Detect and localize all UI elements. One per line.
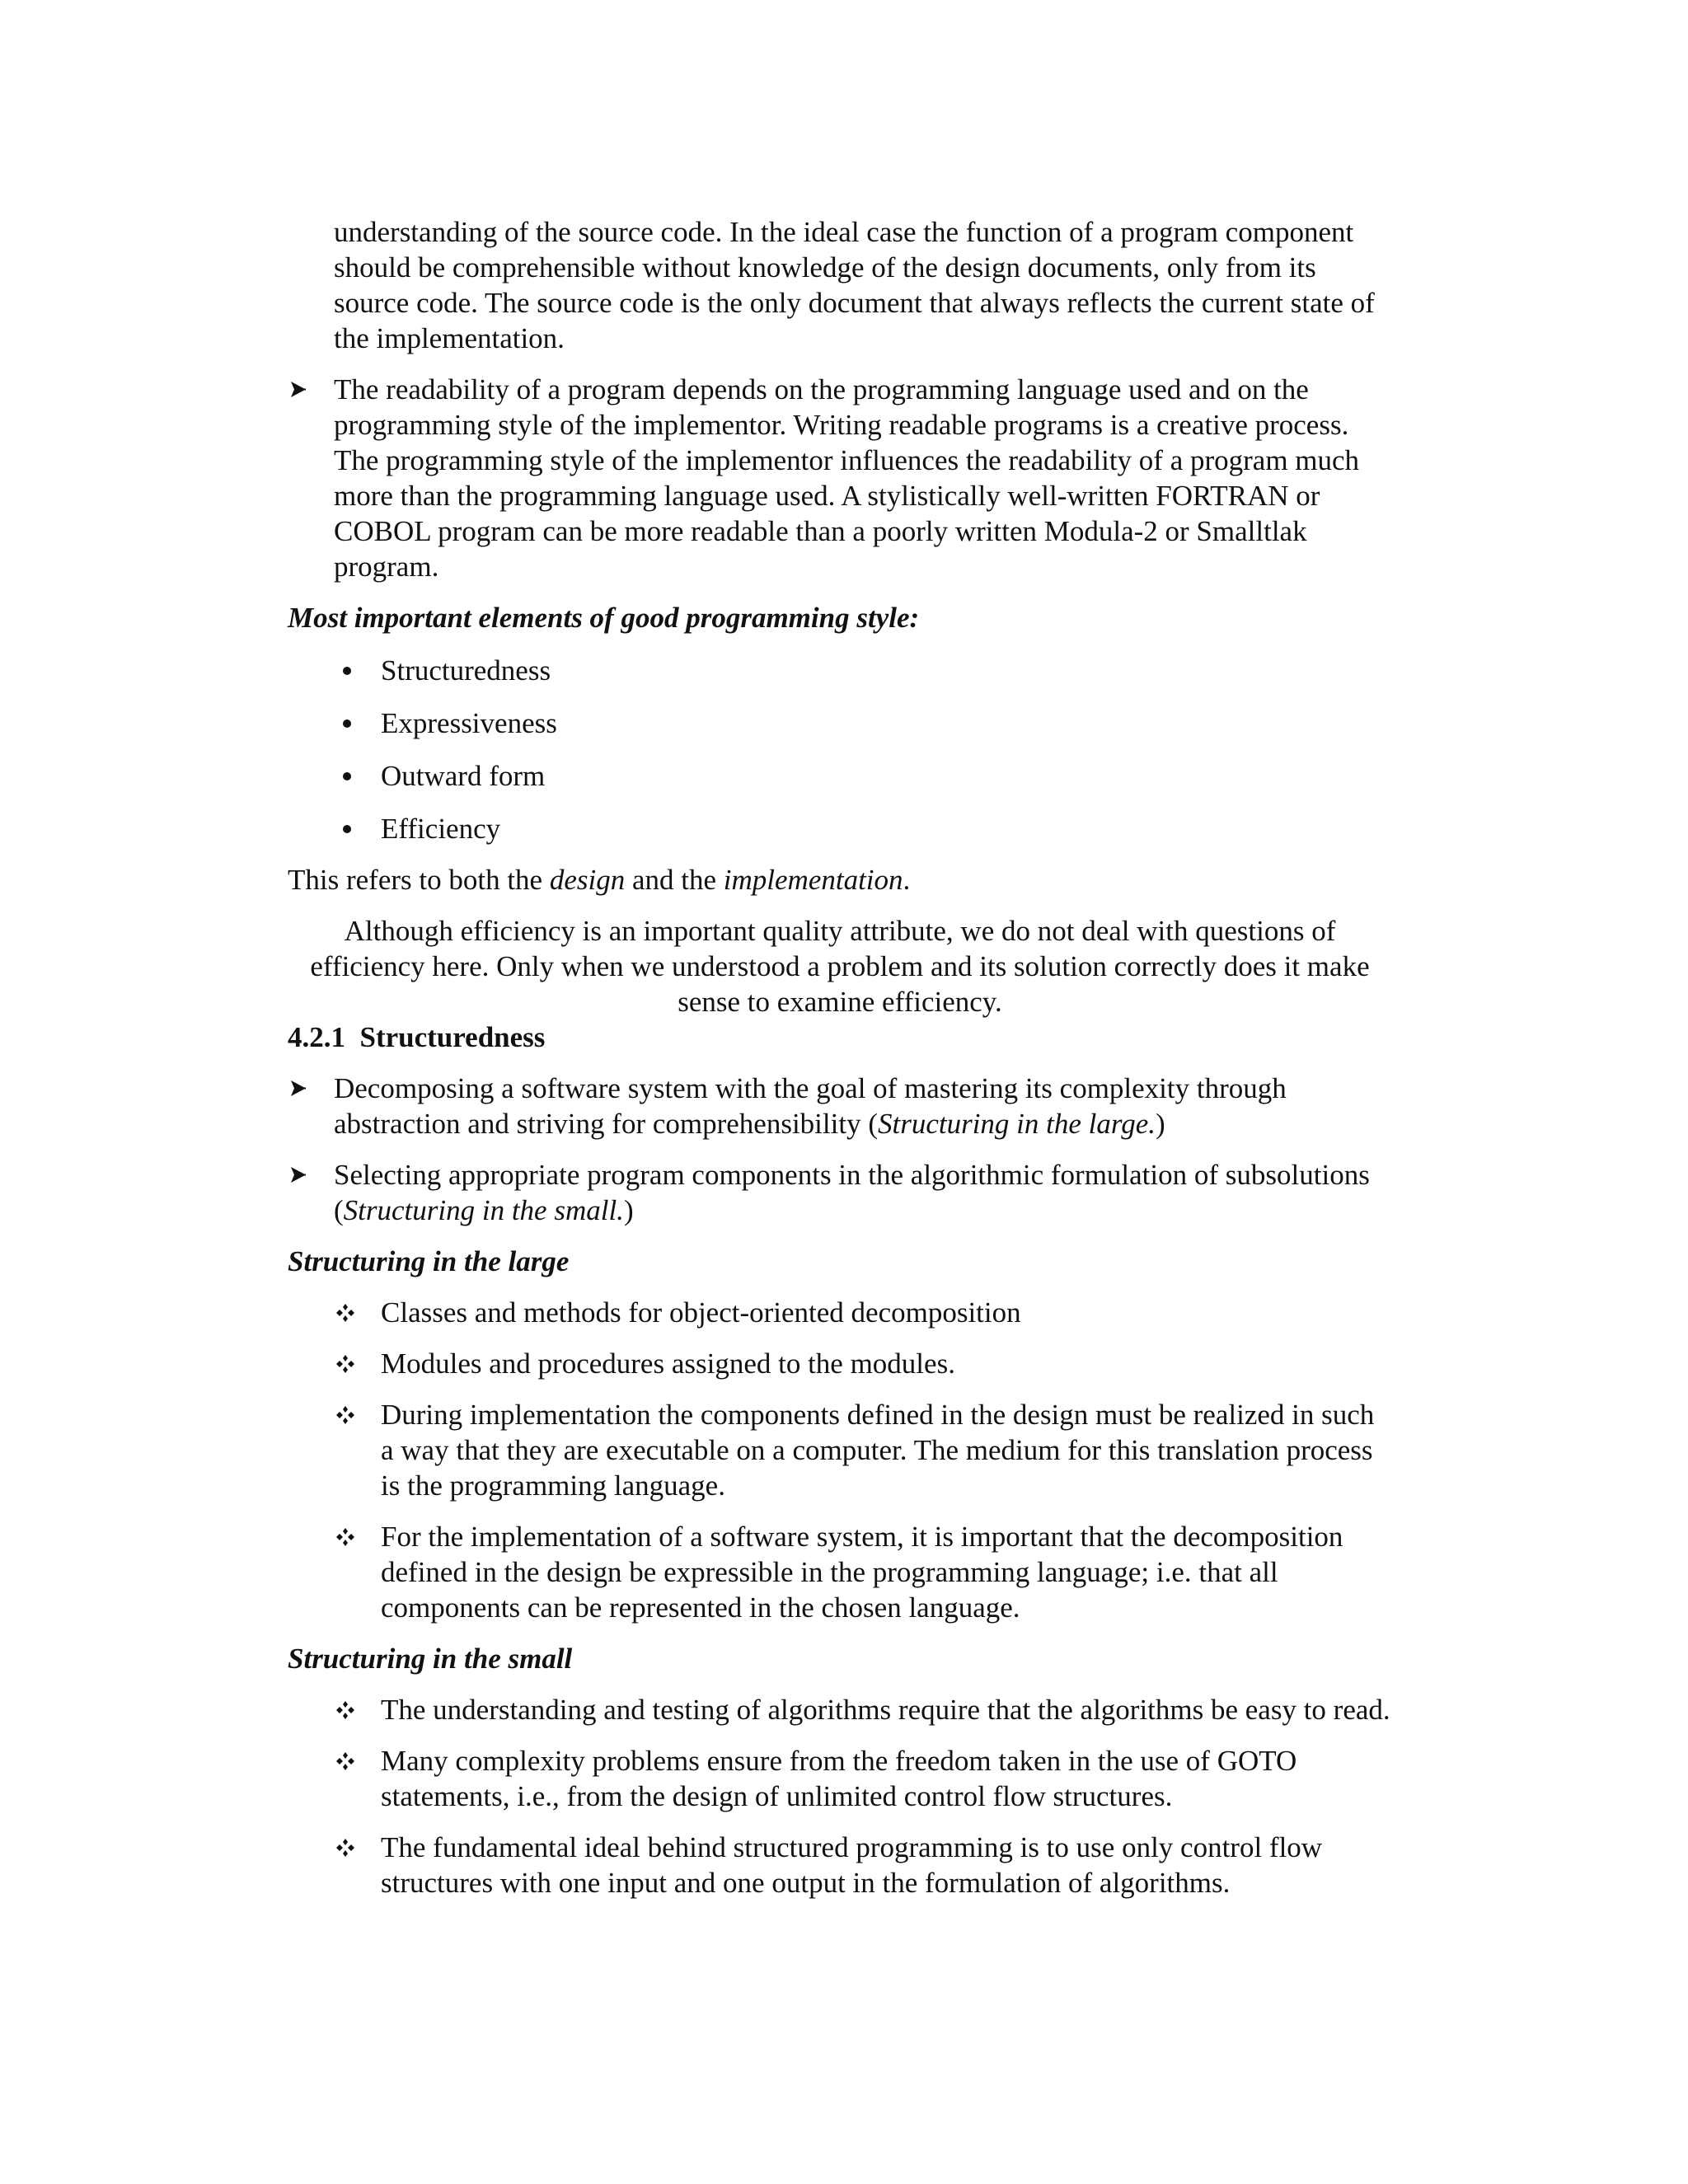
small-heading: Structuring in the small: [288, 1643, 573, 1675]
list-item: [288, 811, 1392, 846]
point-italic: Structuring in the large.: [877, 1108, 1156, 1140]
four-diamond-bullet-icon: [335, 1519, 356, 1554]
document-page: [288, 214, 1392, 1900]
list-item: [288, 1346, 1392, 1381]
small-item-text: The understanding and testing of algorithms require that the algorithms be easy to read.: [381, 1694, 1390, 1726]
element-label: Outward form: [381, 760, 546, 792]
four-diamond-bullet-icon: [335, 1743, 356, 1779]
refers-design: design: [549, 864, 626, 896]
dot-bullet-icon: [339, 705, 355, 741]
four-diamond-bullet-icon: [335, 1692, 356, 1727]
arrow-bullet-icon: [288, 1071, 321, 1106]
section-number: 4.2.1: [288, 1021, 345, 1053]
readability-text: The readability of a program depends on the programming language used and on the programming style of the implementor. Writing readable programs is a creative process. The programming style of the implementor influences the readability of a program much more than the programming language used. A stylistically well-written FORTRAN or COBOL program can be more readable than a poorly written Modula-2 or Smalltlak program.: [334, 373, 1360, 583]
arrow-bullet-icon: [288, 1157, 321, 1193]
large-list: [288, 1295, 1392, 1625]
element-label: Structuredness: [381, 654, 551, 687]
arrow-bullet-icon: [288, 372, 321, 407]
readability-point: [288, 372, 1392, 584]
large-item-text: During implementation the components defined in the design must be realized in such a way that they are executable on a computer. The medium for this translation process is the programming language.: [381, 1399, 1375, 1502]
dot-bullet-icon: [339, 811, 355, 846]
dot-bullet-icon: [339, 758, 355, 794]
refers-middle: and the: [625, 864, 724, 896]
list-item: [288, 705, 1392, 741]
point-text: Decomposing a software system with the goal of mastering its complexity through abstraction and striving for comprehensibility (: [334, 1072, 1287, 1140]
point-close: ): [1156, 1108, 1165, 1140]
refers-prefix: This refers to both the: [288, 864, 550, 896]
four-diamond-bullet-icon: [335, 1346, 356, 1381]
refers-sentence: [288, 862, 1392, 898]
point-text: Selecting appropriate program components in the algorithmic formulation of subsolutions (: [334, 1159, 1370, 1226]
list-item: [288, 1743, 1392, 1814]
section-title: [288, 1019, 1392, 1055]
structuredness-point: [288, 1157, 1392, 1228]
refers-implementation: implementation: [723, 864, 903, 896]
list-item: [288, 1519, 1392, 1625]
small-item-text: The fundamental ideal behind structured programming is to use only control flow structures with one input and one output in the formulation of algorithms.: [381, 1831, 1323, 1899]
point-close: ): [623, 1194, 634, 1226]
dot-bullet-icon: [339, 653, 355, 688]
list-item: [288, 1397, 1392, 1503]
list-item: [288, 1692, 1392, 1727]
structuredness-point: [288, 1071, 1392, 1141]
point-italic: Structuring in the small.: [343, 1194, 624, 1226]
elements-list: [288, 653, 1392, 846]
large-heading: Structuring in the large: [288, 1245, 570, 1277]
efficiency-note: Although efficiency is an important quality attribute, we do not deal with questions of efficiency here. Only when we understood a problem and its solution correctly does it make sense to examine efficiency.: [310, 915, 1370, 1018]
four-diamond-bullet-icon: [335, 1397, 356, 1432]
element-label: Efficiency: [381, 813, 501, 845]
elements-heading: Most important elements of good programming style:: [288, 602, 920, 634]
four-diamond-bullet-icon: [335, 1830, 356, 1865]
list-item: [288, 758, 1392, 794]
intro-continuation: understanding of the source code. In the ideal case the function of a program component should be comprehensible without knowledge of the design documents, only from its source code. The source code is the only document that always reflects the current state of the implementation.: [334, 216, 1375, 354]
list-item: [288, 1830, 1392, 1900]
large-item-text: Modules and procedures assigned to the modules.: [381, 1347, 955, 1380]
refers-suffix: .: [903, 864, 911, 896]
list-item: [288, 1295, 1392, 1330]
large-item-text: For the implementation of a software system, it is important that the decomposition defined in the design be expressible in the programming language; i.e. that all components can be represented in the chosen language.: [381, 1521, 1343, 1624]
small-item-text: Many complexity problems ensure from the freedom taken in the use of GOTO statements, i.e., from the design of unlimited control flow structures.: [381, 1745, 1297, 1812]
four-diamond-bullet-icon: [335, 1295, 356, 1330]
list-item: [288, 653, 1392, 688]
element-label: Expressiveness: [381, 707, 557, 739]
section-title-text: Structuredness: [359, 1021, 546, 1053]
large-item-text: Classes and methods for object-oriented decomposition: [381, 1296, 1021, 1329]
small-list: [288, 1692, 1392, 1900]
